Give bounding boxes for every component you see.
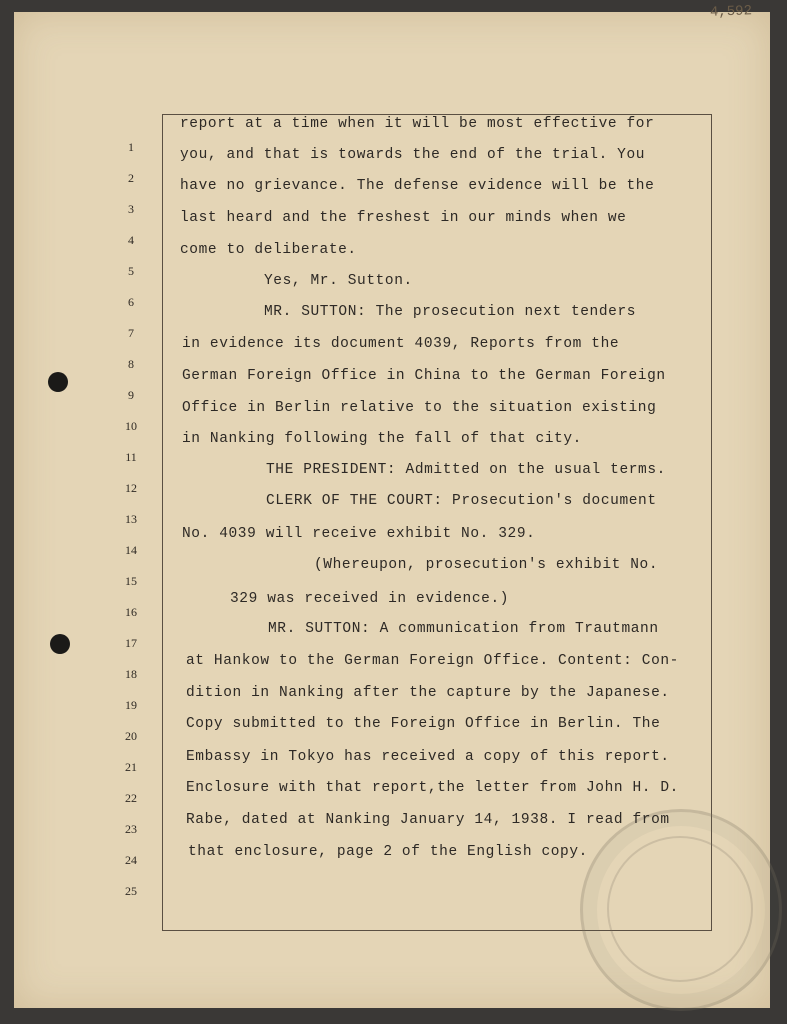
- line-number: 25: [125, 884, 137, 898]
- transcript-line: Enclosure with that report,the letter from John H. D.: [186, 780, 679, 796]
- transcript-line: in Nanking following the fall of that city.: [182, 431, 582, 447]
- line-number: 23: [125, 822, 137, 836]
- transcript-line: Embassy in Tokyo has received a copy of this report.: [186, 749, 670, 765]
- transcript-line: at Hankow to the German Foreign Office. Content: Con-: [186, 653, 679, 669]
- transcript-line: MR. SUTTON: A communication from Trautmann: [268, 621, 659, 637]
- line-number: 10: [125, 419, 137, 433]
- seal-inner-ring: [607, 836, 753, 982]
- binder-hole-icon: [50, 634, 70, 654]
- transcript-line: in evidence its document 4039, Reports from the: [182, 336, 620, 352]
- page-number: 4,592: [709, 3, 753, 21]
- transcript-line: 329 was received in evidence.): [230, 591, 510, 607]
- line-number: 9: [128, 388, 134, 402]
- transcript-line: MR. SUTTON: The prosecution next tenders: [264, 304, 637, 320]
- transcript-line: that enclosure, page 2 of the English copy.: [188, 844, 588, 860]
- transcript-line: German Foreign Office in China to the German Foreign: [182, 368, 666, 384]
- transcript-line: Rabe, dated at Nanking January 14, 1938. I read from: [186, 812, 670, 828]
- university-seal-icon: [580, 809, 782, 1011]
- line-number: 3: [128, 202, 134, 216]
- transcript-line: report at a time when it will be most effective for: [180, 116, 655, 132]
- transcript-frame: [162, 114, 712, 931]
- line-number: 11: [125, 450, 137, 464]
- line-number: 4: [128, 233, 134, 247]
- line-number: 1: [128, 140, 134, 154]
- line-number: 12: [125, 481, 137, 495]
- line-number: 7: [128, 326, 134, 340]
- transcript-line: last heard and the freshest in our minds when we: [180, 210, 627, 226]
- binder-hole-icon: [48, 372, 68, 392]
- transcript-line: (Whereupon, prosecution's exhibit No.: [314, 557, 659, 573]
- line-number: 24: [125, 853, 137, 867]
- transcript-line: come to deliberate.: [180, 242, 357, 258]
- line-number: 6: [128, 295, 134, 309]
- transcript-line: No. 4039 will receive exhibit No. 329.: [182, 526, 536, 542]
- transcript-line: Yes, Mr. Sutton.: [264, 273, 413, 289]
- line-number: 19: [125, 698, 137, 712]
- line-number: 22: [125, 791, 137, 805]
- line-number: 16: [125, 605, 137, 619]
- line-number: 8: [128, 357, 134, 371]
- transcript-line: have no grievance. The defense evidence will be the: [180, 178, 655, 194]
- line-number: 14: [125, 543, 137, 557]
- line-number: 18: [125, 667, 137, 681]
- line-number: 15: [125, 574, 137, 588]
- transcript-line: Copy submitted to the Foreign Office in Berlin. The: [186, 716, 661, 732]
- transcript-line: CLERK OF THE COURT: Prosecution's document: [266, 493, 657, 509]
- transcript-line: Office in Berlin relative to the situation existing: [182, 400, 657, 416]
- line-number: 5: [128, 264, 134, 278]
- line-number: 20: [125, 729, 137, 743]
- line-number: 21: [125, 760, 137, 774]
- transcript-line: THE PRESIDENT: Admitted on the usual terms.: [266, 462, 666, 478]
- line-number: 2: [128, 171, 134, 185]
- line-number: 13: [125, 512, 137, 526]
- transcript-line: dition in Nanking after the capture by the Japanese.: [186, 685, 670, 701]
- line-number: 17: [125, 636, 137, 650]
- transcript-line: you, and that is towards the end of the trial. You: [180, 147, 646, 163]
